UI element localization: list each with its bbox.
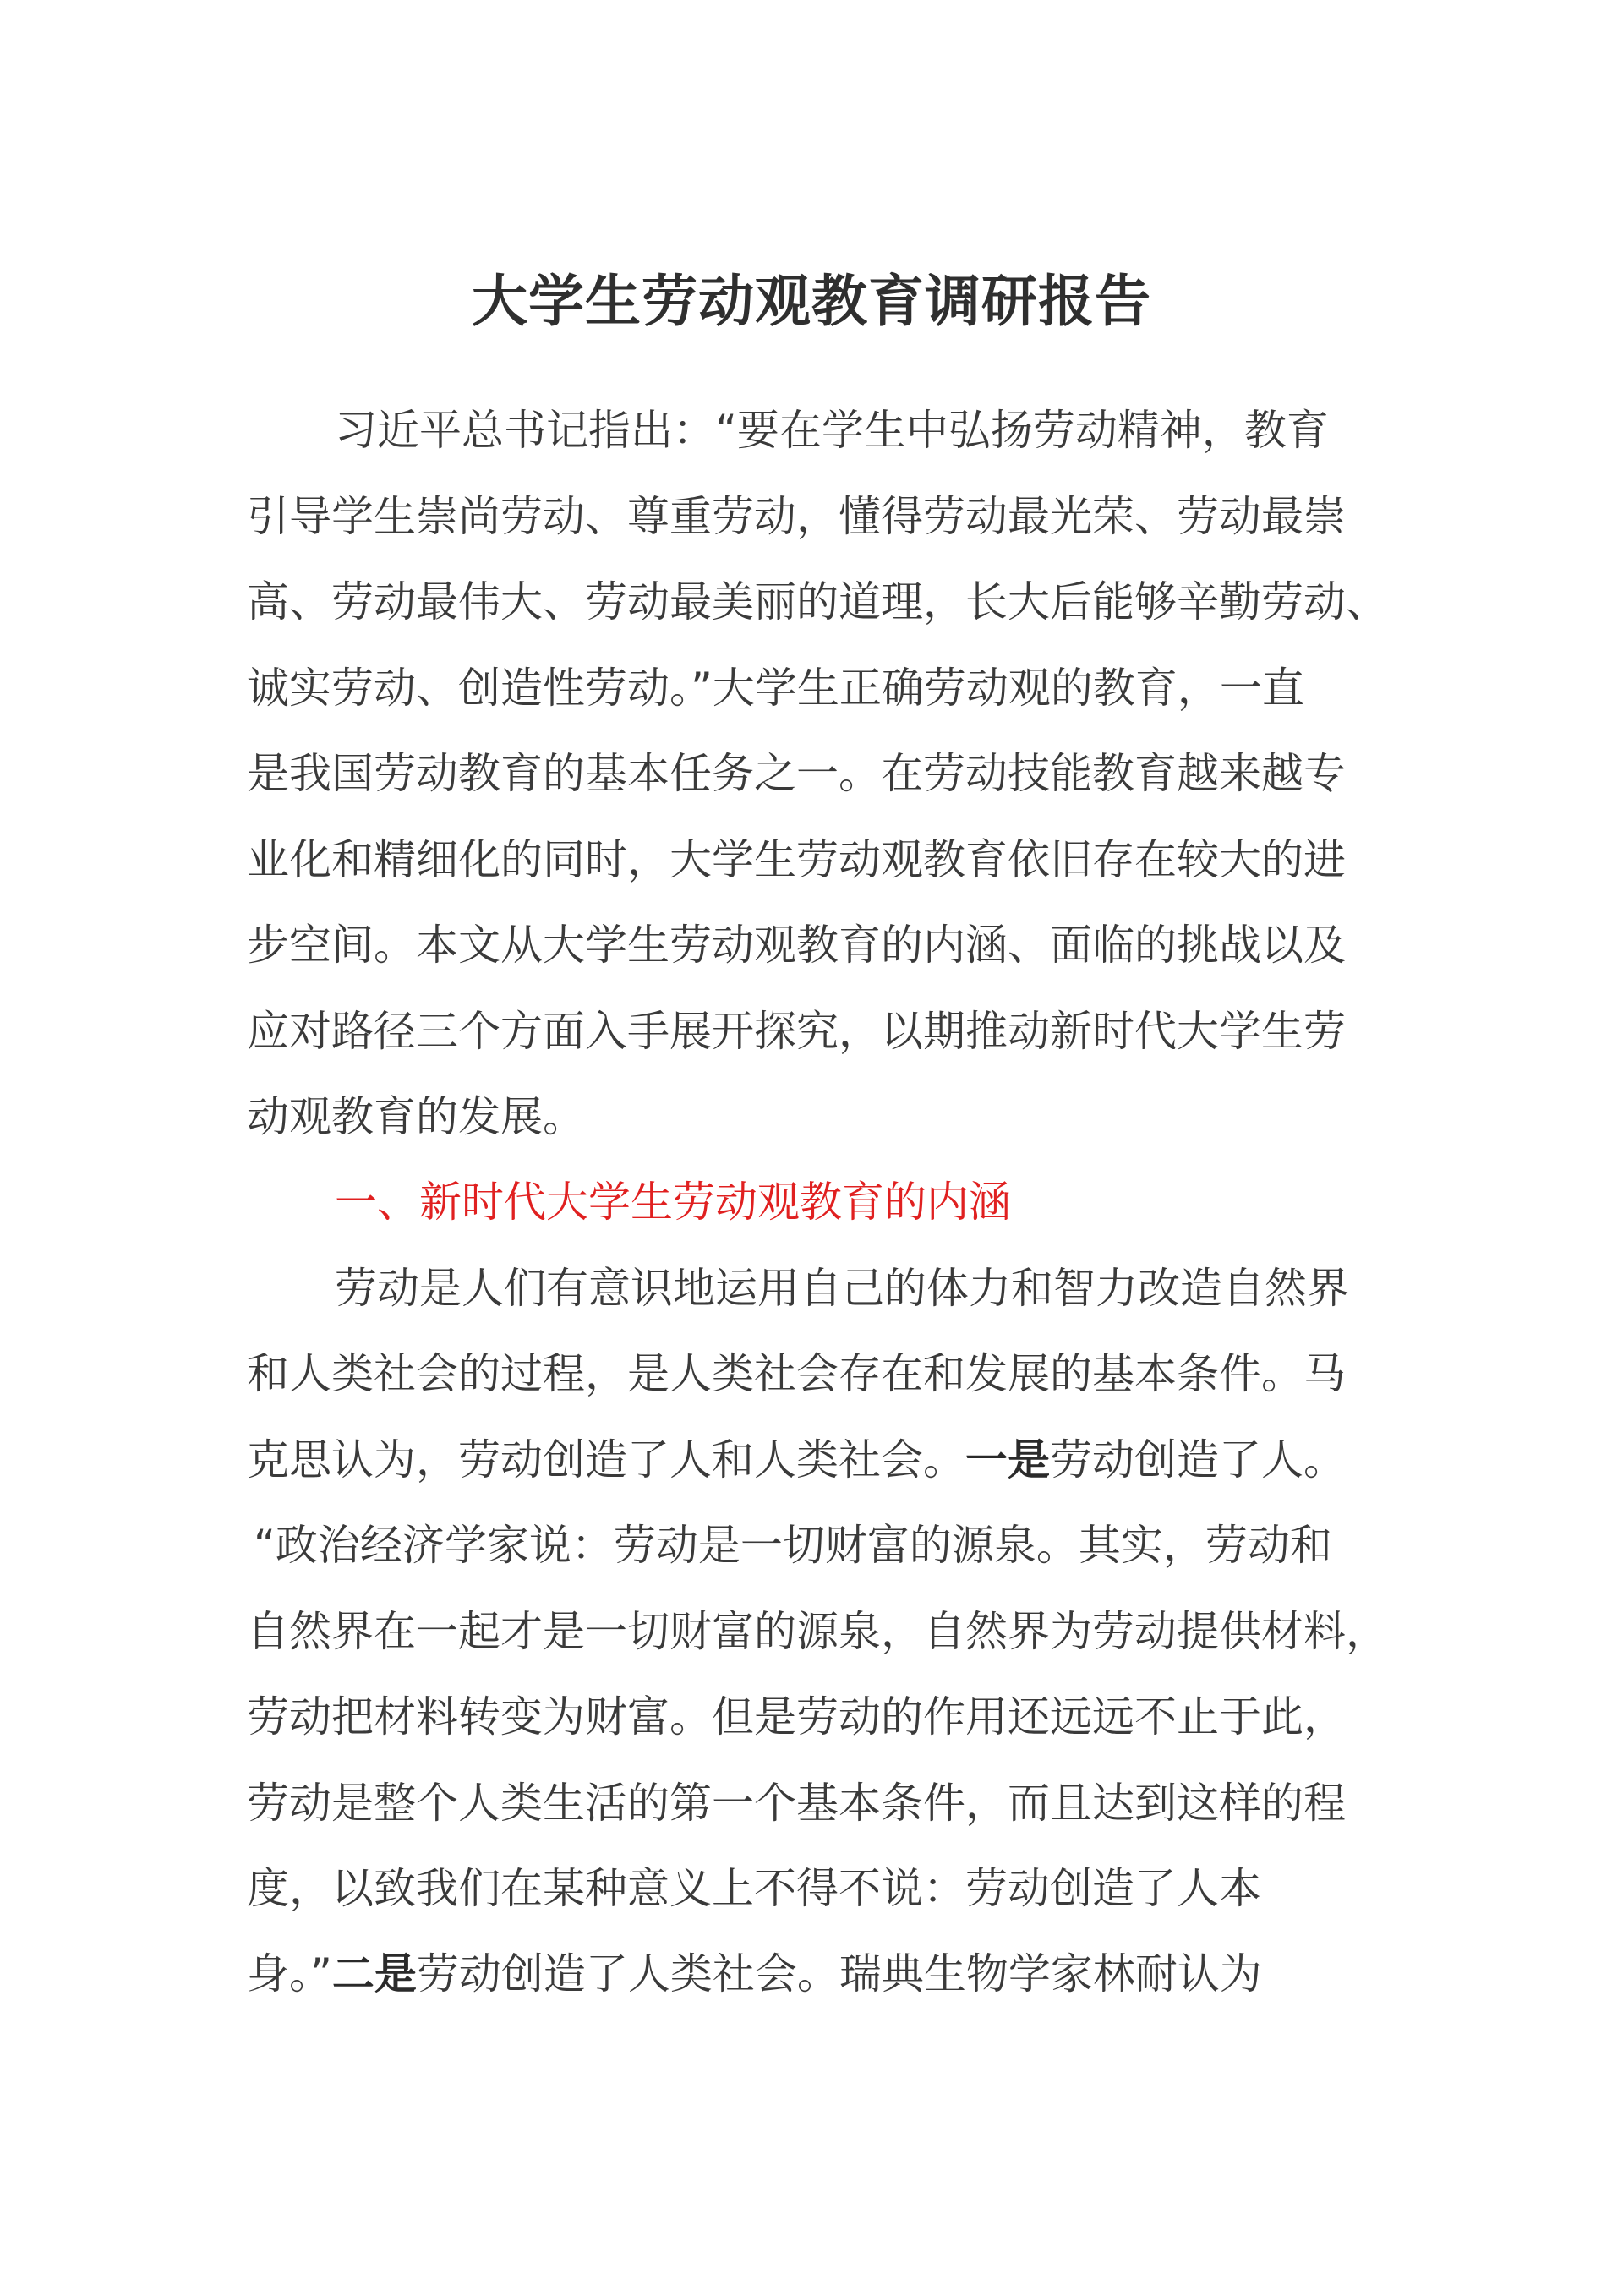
paragraph-line: 度，以致我们在某种意义上不得不说：劳动创造了人本 <box>247 1864 1261 1913</box>
paragraph-line <box>247 1430 1346 1490</box>
text-run: 身。” <box>247 1949 332 1998</box>
paragraph-line: 诚实劳动、创造性劳动。”大学生正确劳动观的教育，一直 <box>247 664 1304 713</box>
paragraph-line: 劳动把材料转变为财富。但是劳动的作用还远远不止于此， <box>247 1692 1346 1741</box>
paragraph-line: 劳动是整个人类生活的第一个基本条件，而且达到这样的程 <box>247 1779 1346 1828</box>
paragraph-line: 自然界在一起才是一切财富的源泉，自然界为劳动提供材料， <box>247 1607 1388 1656</box>
paragraph-line: 步空间。本文从大学生劳动观教育的内涵、面临的挑战以及 <box>247 921 1346 970</box>
paragraph-line: 动观教育的发展。 <box>247 1092 585 1141</box>
text-run: 劳动创造了人类社会。瑞典生物学家林耐认为 <box>416 1949 1262 1998</box>
paragraph-line: “政治经济学家说：劳动是一切财富的源泉。其实，劳动和 <box>254 1521 1332 1570</box>
bold-marker: 二是 <box>331 1949 417 1998</box>
paragraph-line: 和人类社会的过程，是人类社会存在和发展的基本条件。马 <box>247 1349 1346 1398</box>
section-heading: 一、新时代大学生劳动观教育的内涵 <box>335 1178 1011 1227</box>
paragraph-line: 引导学生崇尚劳动、尊重劳动，懂得劳动最光荣、劳动最崇 <box>247 492 1346 541</box>
bold-marker: 一是 <box>965 1435 1050 1484</box>
document-title: 大学生劳动观教育调研报告 <box>472 269 1151 334</box>
text-run: 克思认为，劳动创造了人和人类社会。 <box>247 1435 965 1484</box>
paragraph-line: 是我国劳动教育的基本任务之一。在劳动技能教育越来越专 <box>247 749 1346 798</box>
paragraph-line: 应对路径三个方面入手展开探究，以期推动新时代大学生劳 <box>247 1007 1346 1056</box>
paragraph-line: 劳动是人们有意识地运用自己的体力和智力改造自然界 <box>335 1264 1349 1313</box>
text-run: 劳动创造了人。 <box>1050 1435 1346 1484</box>
paragraph-line: 习近平总书记指出：“要在学生中弘扬劳动精神，教育 <box>335 406 1329 455</box>
paragraph-line: 业化和精细化的同时，大学生劳动观教育依旧存在较大的进 <box>247 835 1346 884</box>
paragraph-line: 高、劳动最伟大、劳动最美丽的道理，长大后能够辛勤劳动、 <box>247 577 1388 626</box>
paragraph-line <box>247 1944 1262 2004</box>
